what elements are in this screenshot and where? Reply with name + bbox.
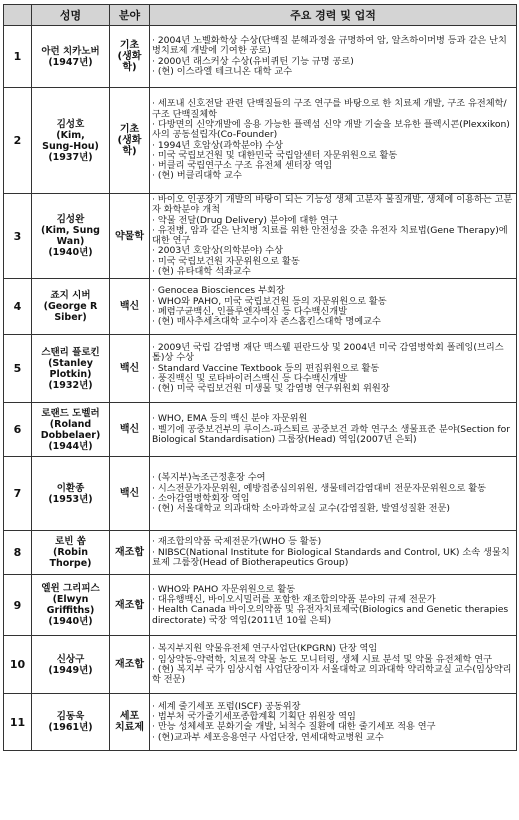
row-number: 5 [4,335,32,403]
field-line: (생화 [117,51,142,62]
field-line: (생화 [117,135,142,146]
header-row [4,5,517,26]
field-line: 학) [122,62,137,73]
table-row [4,694,517,751]
name-line: Plotkin) [49,368,92,380]
name-line: (Stanley [48,357,93,369]
career-item: · (현)교과부 세포응용연구 사업단장, 연세대학교병원 교수 [152,731,384,743]
expert-name [32,694,110,751]
field-line: 기초 [119,40,140,51]
field-line: 백신 [119,488,140,500]
career-item: · 버클리 국립연구소 구조 유전체 센터장 역임 [152,160,333,172]
row-number: 1 [4,26,32,88]
career-item: · 대유행백신, 바이오시밀러를 포함한 재조합의약품 분야의 규제 전문가 [152,594,436,606]
name-line: 아런 치카노버 [41,45,100,57]
field-line: 재조합 [115,547,144,559]
name-line: 죠지 시버 [50,290,91,302]
table-row [4,335,517,403]
name-line: (1947년) [48,56,93,68]
table-row [4,457,517,531]
name-line: 신상구 [56,653,85,665]
career-details [150,279,517,335]
career-item: · 벨기에 공중보건부의 루이스-파스퇴르 공중보건 과학 연구소 생물표준 분야(Section for Biological Standardisation) 그룹장(Head) 역임(2007년 은퇴) [152,423,510,446]
career-item: · 만능 성체세포 분화기술 개발, 뇌척수 질환에 대한 줄기세포 적용 연구 [152,721,436,733]
field-line: 약물학 [115,230,144,242]
career-details [150,335,517,403]
career-item: · (현) 복지부 국가 임상시험 사업단장이자 서울대학교 의과대학 약리학교실 교수(임상약리학 전문) [152,663,512,686]
career-item: · Genocea Biosciences 부회장 [152,285,285,297]
career-details [150,26,517,88]
expert-name [32,194,110,279]
career-item: · 임상약동-약력학, 치료적 약물 농도 모니터링, 생체 시료 분석 및 약물 유전체학 연구 [152,653,492,665]
name-line: (George R [43,301,98,313]
field-line: 백신 [119,301,140,313]
expert-field [110,531,150,575]
expert-field [110,279,150,335]
field-line: 재조합 [115,659,144,671]
table-row [4,531,517,575]
name-line: 김성완 [56,214,85,226]
career-item: · 범부처 국가줄기세포종합계획 기획단 위원장 역임 [152,711,356,723]
name-line: 김성호 [56,118,85,130]
field-line: 기초 [119,124,140,135]
career-details [150,531,517,575]
career-item: · (현) 서울대학교 의과대학 소아과학교실 교수(감염질환, 발열성질환 전문) [152,503,450,515]
career-details [150,694,517,751]
career-details [150,403,517,457]
career-details [150,636,517,694]
row-number: 10 [4,636,32,694]
row-number: 2 [4,88,32,194]
name-line: (1944년) [48,440,93,452]
name-line: Thorpe) [49,558,92,570]
table-row [4,279,517,335]
row-number: 7 [4,457,32,531]
name-line: 스탠리 플로킨 [41,346,100,358]
career-item: · 세포내 신호전달 관련 단백질들의 구조 연구를 바탕으로 한 치료제 개발, 구조 유전체학/구조 단백질체학 [152,98,507,120]
career-item: · (현) 미국 국립보건원 미생물 및 감염병 연구위원회 위원장 [152,383,390,395]
career-item: · 소아감염병학회장 역임 [152,492,250,504]
table-row [4,636,517,694]
career-details [150,88,517,194]
expert-field [110,636,150,694]
header-no [4,5,32,26]
table-row [4,194,517,279]
career-item: · WHO와 PAHO 자문위원으로 활동 [152,583,296,595]
expert-field [110,194,150,279]
career-item: · 유전병, 암과 같은 난치병 치료를 위한 안전성을 갖춘 유전자 치료법(Gene Therapy)에 대한 연구 [152,224,508,247]
career-item: · 약물 전달(Drug Delivery) 분야에 대한 연구 [152,214,338,226]
experts-table [3,4,517,751]
row-number: 3 [4,194,32,279]
name-line: Griffiths) [46,605,95,617]
expert-field [110,403,150,457]
expert-name [32,335,110,403]
row-number: 4 [4,279,32,335]
career-item: · 2003년 호암상(의학분야) 수상 [152,245,283,257]
name-line: (Kim, [56,129,85,141]
career-item: · 2004년 노벨화학상 수상(단백질 분해과정을 규명하여 암, 알츠하이머병 등과 같은 난치병치료제 개발에 기여한 공로) [152,34,507,57]
name-line: Sung-Hou) [42,140,99,152]
career-item: · NIBSC(National Institute for Biological Standards and Control, UK) 소속 생물치료제 그룹장(Head of Biotherapeutics Group) [152,546,510,569]
expert-field [110,575,150,636]
name-line: (1953년) [48,493,93,505]
name-line: (Robin [52,547,88,559]
expert-field [110,88,150,194]
name-line: (1949년) [48,664,93,676]
field-line: 재조합 [115,599,144,611]
expert-field [110,335,150,403]
expert-name [32,575,110,636]
name-line: 엘윈 그리피스 [41,583,100,595]
career-item: · 풍진백신 및 로타바이러스백신 등 다수백신개발 [152,373,348,385]
expert-name [32,26,110,88]
expert-name [32,531,110,575]
name-line: (1940년) [48,247,93,259]
career-item: · 다방면의 신약개발에 응용 가능한 플렉섬 신약 개발 기술을 보유한 플렉시콘(Plexxikon)사의 공동설립자(Co-Founder) [152,118,510,141]
career-details [150,575,517,636]
header-name: 성명 [32,5,110,26]
row-number: 9 [4,575,32,636]
name-line: (1932년) [48,379,93,391]
career-item: · 1994년 호암상(과학분야) 수상 [152,139,283,151]
name-line: (Elwyn [52,594,89,606]
career-item: · (현) 매사추세츠대학 교수이자 존스홉킨스대학 명예교수 [152,316,381,328]
career-item: · (현) 버클리대학 교수 [152,170,242,182]
career-item: · WHO, EMA 등의 백신 분야 자문위원 [152,413,308,425]
career-item: · 시스전문가자문위원, 예방접종심의위원, 생물테러감염대비 전문자문위원으로 활동 [152,482,486,494]
career-item: · Health Canada 바이오의약품 및 유전자치료제국(Biologics and Genetic therapies directorate) 국장 역임(2011년 10월 은퇴) [152,604,509,626]
career-item: · 세계 줄기세포 포럼(ISCF) 공동위장 [152,700,301,712]
name-line: 로빈 쏩 [55,536,86,548]
career-item: · (복지부)녹조근정훈장 수여 [152,472,266,484]
career-item: · (현) 이스라엘 테크니온 대학 교수 [152,65,293,77]
career-item: · 미국 국립보건원 자문위원으로 활동 [152,255,300,267]
career-item: · (현) 유타대학 석좌교수 [152,266,251,278]
expert-name [32,88,110,194]
career-item: · 미국 국립보건원 및 대한민국 국립암센터 자문위원으로 활동 [152,149,398,161]
career-item: · WHO와 PAHO, 미국 국립보건원 등의 자문위원으로 활동 [152,295,387,307]
table-row [4,403,517,457]
header-field: 분야 [110,5,150,26]
expert-name [32,403,110,457]
career-item: · 바이오 인공장기 개발의 바탕이 되는 기능성 생체 고분자 물질개발, 생체에 이용하는 고분자 화학분야 개척 [152,194,513,216]
name-line: (1961년) [48,722,93,734]
expert-field [110,457,150,531]
name-line: 이환종 [56,482,85,494]
name-line: Siber) [54,312,87,324]
table-row [4,26,517,88]
career-item: · 복지부지원 약물유전체 연구사업단(KPGRN) 단장 역임 [152,643,378,655]
expert-field [110,694,150,751]
field-line: 백신 [119,424,140,436]
row-number: 8 [4,531,32,575]
table-row [4,575,517,636]
career-details [150,457,517,531]
career-details [150,194,517,279]
field-line: 학) [122,146,137,157]
expert-name [32,279,110,335]
field-line: 치료제 [115,722,144,734]
name-line: Dobbelaer) [40,429,101,441]
name-line: Wan) [56,236,85,248]
name-line: (1937년) [48,151,93,163]
career-item: · 폐렴구균백신, 인플루엔자백신 등 다수백신개발 [152,305,348,317]
career-item: · 2000년 래스커상 수상(유비퀴틴 기능 규명 공로) [152,55,354,67]
expert-field [110,26,150,88]
name-line: (1940년) [48,616,93,628]
header-career: 주요 경력 및 업적 [150,5,517,26]
row-number: 6 [4,403,32,457]
field-line: 세포 [119,711,140,723]
name-line: (Kim, Sung [41,225,100,237]
field-line: 백신 [119,363,140,375]
expert-name [32,636,110,694]
name-line: 로랜드 도벨러 [41,407,100,419]
name-line: 김동욱 [56,711,85,723]
career-item: · 재조합의약품 국제전문가(WHO 등 활동) [152,536,322,548]
table-row [4,88,517,194]
career-item: · Standard Vaccine Textbook 등의 편집위원으로 활동 [152,362,380,374]
name-line: (Roland [49,418,92,430]
row-number: 11 [4,694,32,751]
expert-name [32,457,110,531]
career-item: · 2009년 국립 감염병 재단 맥스웰 핀란드상 및 2004년 미국 감염병학회 폴레잉(브리스톨)상 수상 [152,342,504,364]
